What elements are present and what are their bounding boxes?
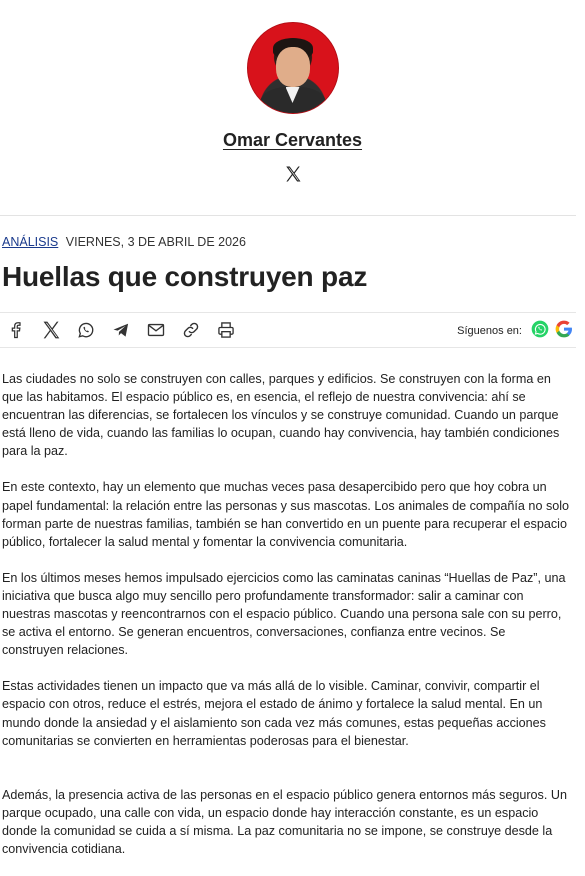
- telegram-icon[interactable]: [111, 320, 131, 340]
- section-link[interactable]: ANÁLISIS: [2, 235, 59, 249]
- article-body: [2, 370, 570, 876]
- paragraph: Además, la presencia activa de las personas en el espacio público genera entornos más seguros. Un parque ocupado, una calle con vida, un espacio donde hay interacción constante, es un espacio donde la comunidad se cuida a sí misma. La paz comunitaria no se impone, se construye desde la convivencia cotidiana.: [2, 787, 567, 856]
- email-icon[interactable]: [146, 320, 166, 340]
- author-block: [0, 0, 585, 192]
- x-icon[interactable]: [284, 165, 302, 188]
- paragraph: En los últimos meses hemos impulsado ejercicios como las caminatas caninas “Huellas de Paz”, una iniciativa que busca algo muy sencillo pero profundamente transformador: salir a caminar con nuestras mascotas y reencontrarnos con el espacio público. Cuando una persona sale con su perro, se activa el entorno. Se generan encuentros, conversaciones, confianza entre vecinos. Se construyen relaciones.: [2, 570, 566, 658]
- avatar[interactable]: [247, 22, 339, 114]
- article-date: VIERNES, 3 DE ABRIL DE 2026: [65, 235, 246, 249]
- share-bar: [0, 312, 576, 348]
- share-icons: [6, 320, 236, 340]
- facebook-icon[interactable]: [6, 320, 26, 340]
- whatsapp-follow-icon[interactable]: [530, 319, 550, 342]
- author-divider: [0, 215, 576, 216]
- follow-us: [457, 319, 574, 342]
- paragraph: Las ciudades no solo se construyen con calles, parques y edificios. Se construyen con la forma en que las habitamos. El espacio público es, en esencia, el reflejo de nuestra convivencia: ahí se encuentran las diferencias, se fortalecen los vínculos y se construye comunidad. Cuando un parque está lleno de vida, cuando las familias lo ocupan, cuando hay convivencia, hay también condiciones para la paz.: [2, 372, 560, 459]
- article-meta: [2, 235, 246, 249]
- paragraph: En este contexto, hay un elemento que muchas veces pasa desapercibido pero que hoy cobra un papel fundamental: la relación entre las personas y sus mascotas. Los animales de compañía no solo forman parte de nuestras familias, también se han convertido en un puente para recuperar el espacio público, fortalecer la salud mental y fomentar la convivencia comunitaria.: [2, 480, 570, 549]
- follow-label: Síguenos en:: [457, 324, 522, 337]
- paragraph: Estas actividades tienen un impacto que va más allá de lo visible. Caminar, convivir, compartir el espacio con otros, reduce el estrés, mejora el estado de ánimo y fortalece la salud mental. En un mundo donde la ansiedad y el aislamiento son cada vez más comunes, estas pequeñas acciones comunitarias se convierten en herramientas poderosas para el bienestar.: [2, 679, 546, 748]
- whatsapp-icon[interactable]: [76, 320, 96, 340]
- avatar-face: [276, 47, 310, 87]
- print-icon[interactable]: [216, 320, 236, 340]
- x-share-icon[interactable]: [41, 320, 61, 340]
- link-icon[interactable]: [181, 320, 201, 340]
- google-icon[interactable]: [554, 319, 574, 342]
- article-title: Huellas que construyen paz: [2, 261, 368, 292]
- author-name-link[interactable]: Omar Cervantes: [222, 130, 363, 150]
